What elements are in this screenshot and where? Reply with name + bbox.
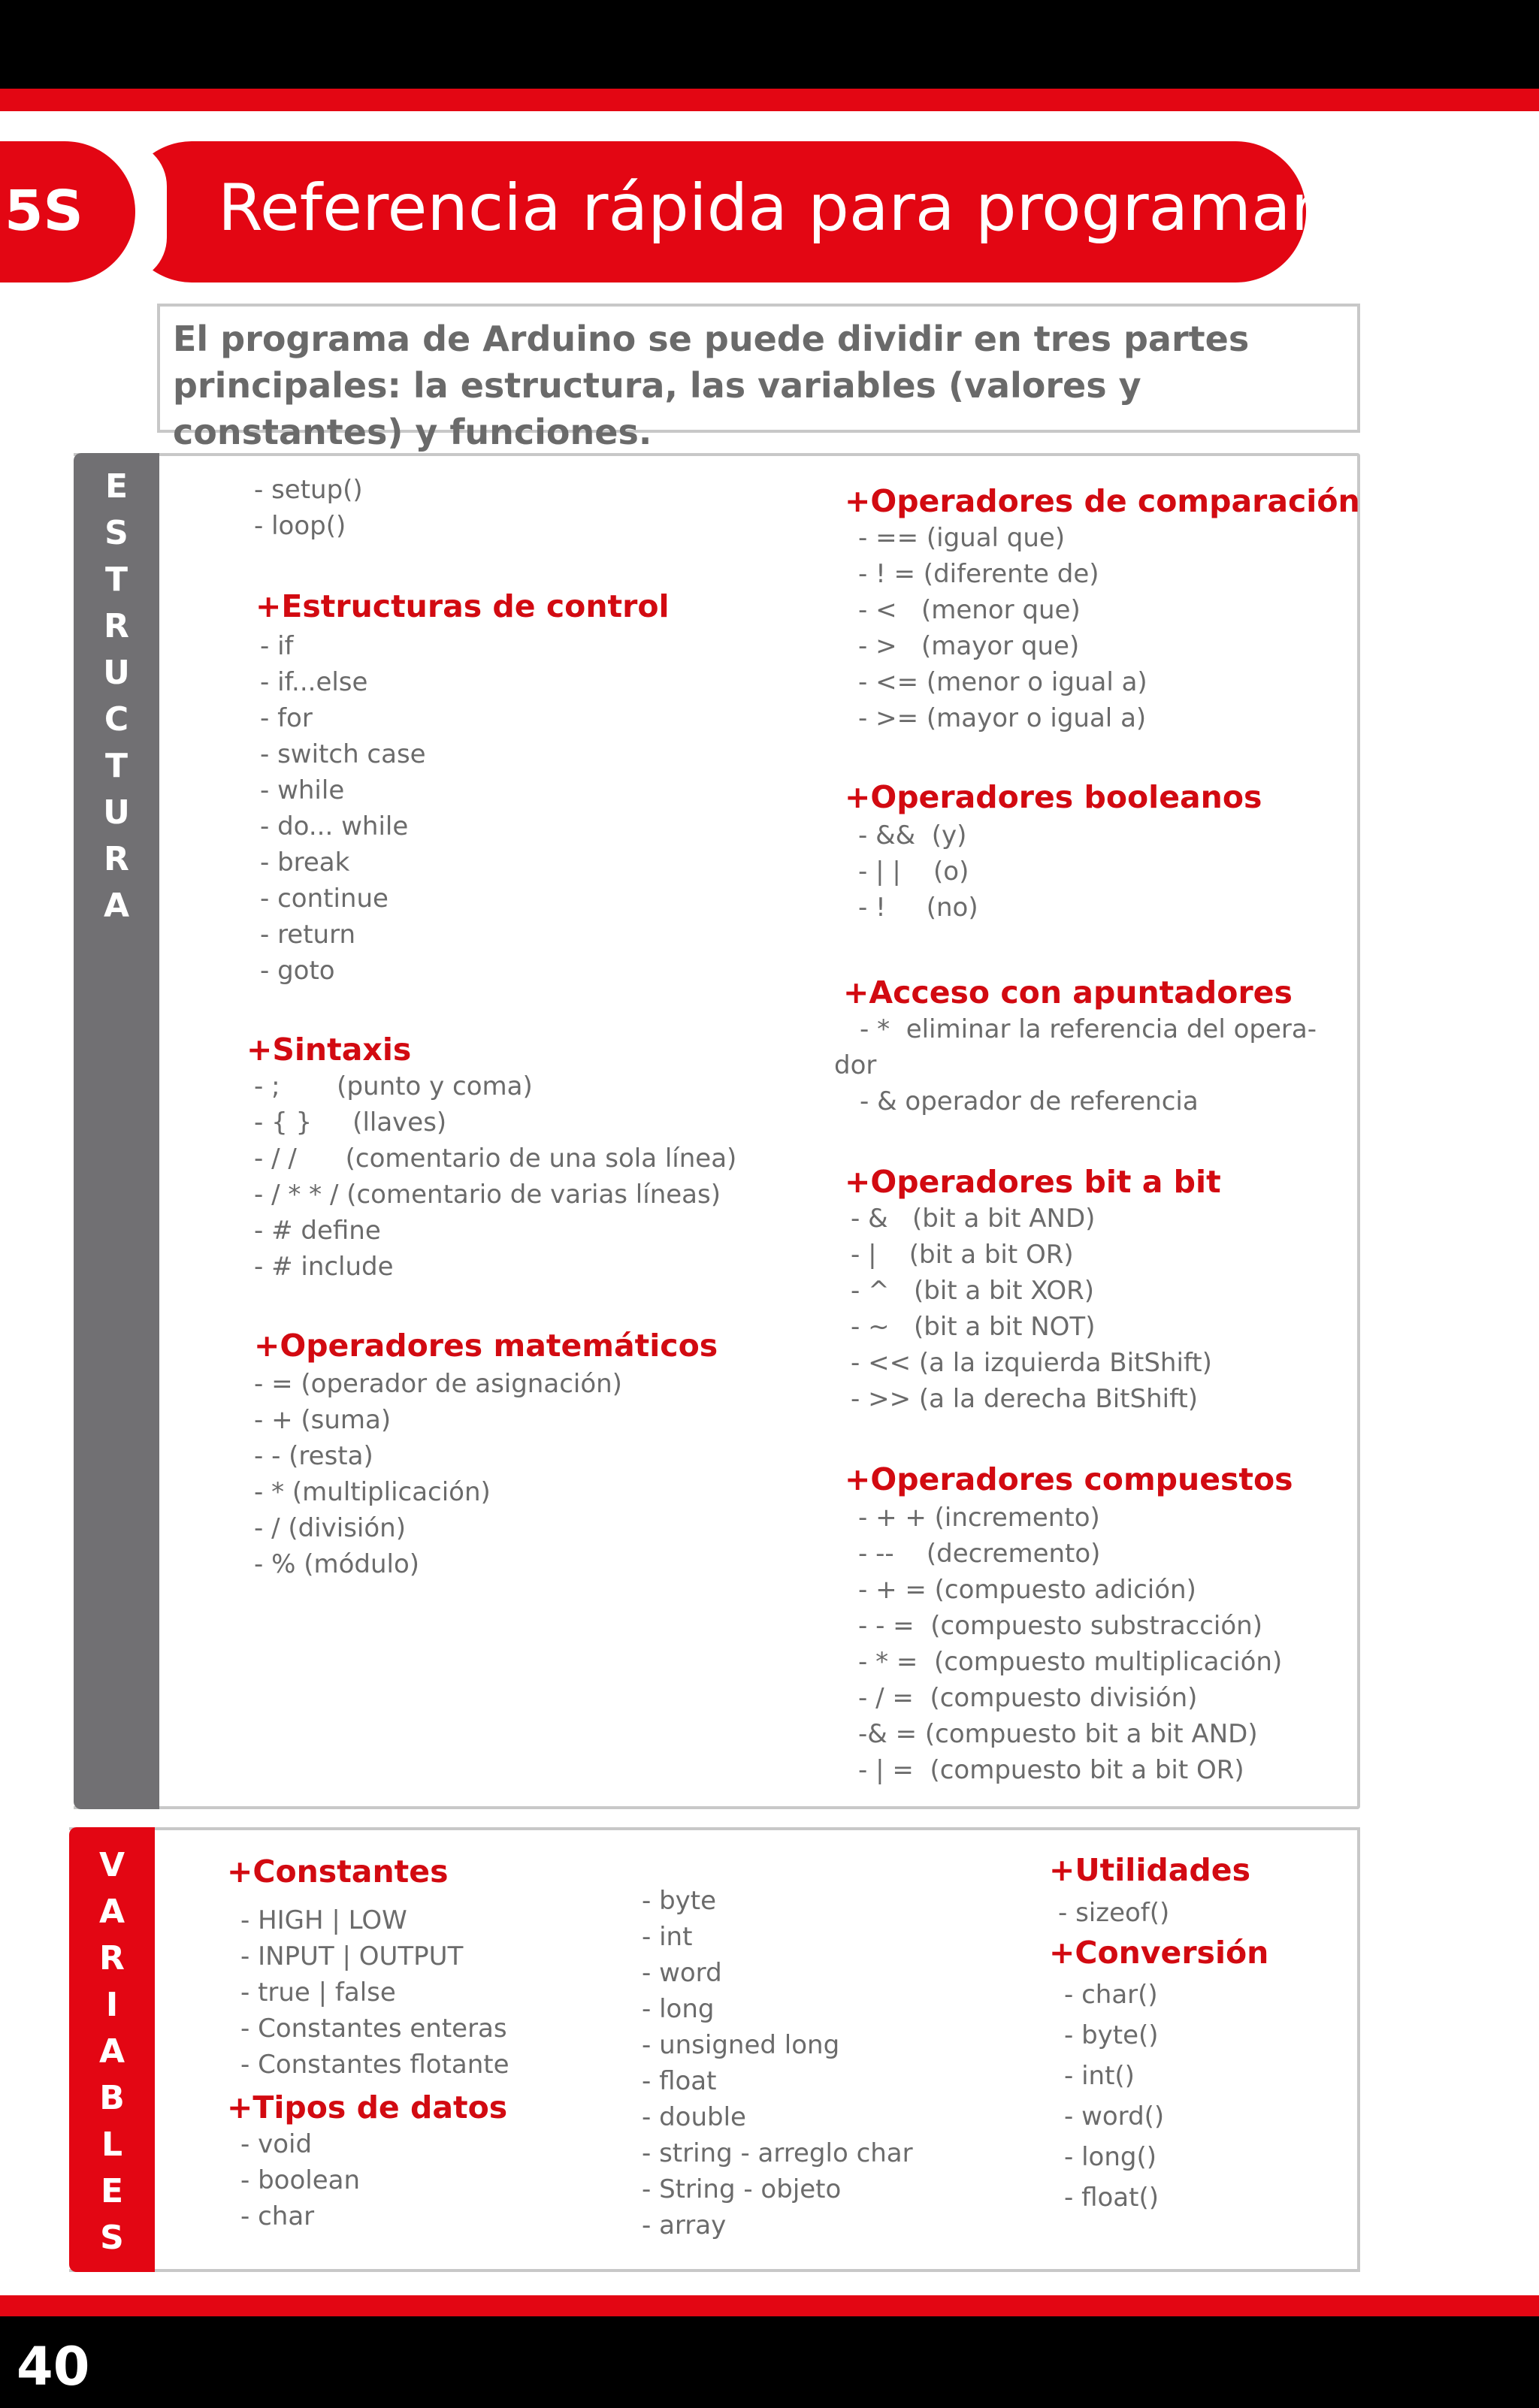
list-item: - >> (a la derecha BitShift) <box>851 1384 1199 1414</box>
tab-letter: R <box>104 607 129 645</box>
list-item: - Constantes enteras <box>240 2014 507 2044</box>
sintaxis-list <box>254 1068 736 1285</box>
tab-letter: T <box>104 747 128 785</box>
list-item: - + (suma) <box>254 1405 392 1435</box>
list-item: - while <box>260 775 345 805</box>
tab-letter: A <box>103 887 130 925</box>
tab-letter: A <box>98 1893 125 1931</box>
constantes-heading: +Constantes <box>227 1854 449 1890</box>
list-item: - & (bit a bit AND) <box>851 1204 1096 1234</box>
list-item: - byte() <box>1064 2020 1159 2050</box>
list-item: - break <box>260 847 350 878</box>
list-item: - = (operador de asignación) <box>254 1369 622 1399</box>
top-red-stripe <box>0 89 1539 111</box>
list-item: - { } (llaves) <box>254 1107 447 1138</box>
compuestos-heading: +Operadores compuestos <box>845 1461 1293 1497</box>
constantes-list <box>240 1902 509 2083</box>
list-item: - word() <box>1064 2101 1165 2132</box>
list-item: - % (módulo) <box>254 1549 420 1579</box>
tab-letter: S <box>104 514 129 552</box>
list-item: - / * * / (comentario de varias líneas) <box>254 1180 721 1210</box>
list-item: - * = (compuesto multiplicación) <box>858 1647 1283 1677</box>
utilidades-list <box>1058 1895 1169 1931</box>
list-item: - long <box>642 1994 715 2024</box>
tab-letter: S <box>100 2219 124 2257</box>
list-item: - return <box>260 920 356 950</box>
list-item: - sizeof() <box>1058 1898 1170 1928</box>
variables-tab <box>69 1827 155 2272</box>
list-item: - void <box>240 2129 313 2159</box>
list-item: - | (bit a bit OR) <box>851 1240 1074 1270</box>
list-item: - > (mayor que) <box>858 631 1080 661</box>
list-item: - double <box>642 2102 746 2132</box>
list-item: - byte <box>642 1886 717 1916</box>
list-item: - string - arreglo char <box>642 2138 913 2168</box>
matematicos-heading: +Operadores matemáticos <box>254 1328 718 1364</box>
list-item: - Constantes flotante <box>240 2050 509 2080</box>
list-item: - float() <box>1064 2183 1159 2213</box>
bitabit-heading: +Operadores bit a bit <box>845 1164 1221 1200</box>
list-item: - word <box>642 1958 722 1988</box>
list-item: - if <box>260 631 294 661</box>
list-item: - -- (decremento) <box>858 1539 1101 1569</box>
bottom-bar <box>0 2316 1539 2408</box>
list-item: - < (menor que) <box>858 595 1081 625</box>
apuntadores-heading: +Acceso con apuntadores <box>843 974 1293 1011</box>
compuestos-list <box>858 1500 1282 1788</box>
intro-text: El programa de Arduino se puede dividir en tres partes principales: la estructura, las variables (valores y constantes) y funciones. <box>173 319 1250 452</box>
list-item: - switch case <box>260 739 426 769</box>
top-bar <box>0 0 1539 89</box>
list-item: - HIGH | LOW <box>240 1905 407 1935</box>
list-item: - goto <box>260 956 335 986</box>
list-item: - int <box>642 1922 693 1952</box>
tab-letter: C <box>104 700 129 739</box>
list-item: -& = (compuesto bit a bit AND) <box>858 1719 1258 1749</box>
list-item: - float <box>642 2066 717 2096</box>
page-title: Referencia rápida para programar <box>218 171 1318 246</box>
tab-letter: E <box>104 467 129 506</box>
control-heading: +Estructuras de control <box>255 588 670 624</box>
list-item: - loop() <box>254 511 346 541</box>
list-item: - / / (comentario de una sola línea) <box>254 1144 737 1174</box>
utilidades-heading: +Utilidades <box>1049 1852 1250 1888</box>
list-item: - ! (no) <box>858 893 978 923</box>
booleanos-heading: +Operadores booleanos <box>845 779 1262 815</box>
conversion-heading: +Conversión <box>1049 1935 1269 1971</box>
page-number: 40 <box>17 2336 90 2397</box>
list-item: - << (a la izquierda BitShift) <box>851 1348 1212 1378</box>
list-item: - String - objeto <box>642 2174 842 2204</box>
tab-letter: U <box>103 793 130 832</box>
list-item: - true | false <box>240 1977 396 2008</box>
list-item: - && (y) <box>858 820 967 851</box>
tab-letter: I <box>105 1986 119 2024</box>
estructura-tab <box>74 453 159 1809</box>
variables-vertical-label <box>69 1842 155 2261</box>
list-item: - ^ (bit a bit XOR) <box>851 1276 1094 1306</box>
booleanos-list <box>858 817 978 926</box>
control-list <box>260 628 426 989</box>
tipos-heading: +Tipos de datos <box>227 2089 508 2126</box>
section-code: 5S <box>5 179 83 243</box>
list-item: - continue <box>260 884 389 914</box>
apuntadores-line1: - * eliminar la referencia del opera- <box>860 1014 1317 1044</box>
list-item: - # define <box>254 1216 381 1246</box>
tab-letter: T <box>104 560 128 599</box>
tab-letter: B <box>99 2079 125 2117</box>
comparacion-list <box>858 520 1147 736</box>
tab-letter: A <box>98 2032 125 2071</box>
apuntadores-line2: - & operador de referencia <box>860 1086 1199 1116</box>
list-item: - + = (compuesto adición) <box>858 1575 1196 1605</box>
list-item: - / = (compuesto división) <box>858 1683 1198 1713</box>
comparacion-heading: +Operadores de comparación <box>845 483 1360 519</box>
list-item: - char <box>240 2201 315 2231</box>
list-item: - setup() <box>254 475 363 505</box>
bitabit-list <box>851 1201 1212 1417</box>
tab-letter: R <box>104 840 129 878</box>
tab-letter: R <box>99 1939 125 1977</box>
list-item: - boolean <box>240 2165 361 2195</box>
list-item: - >= (mayor o igual a) <box>858 703 1147 733</box>
list-item: - long() <box>1064 2142 1157 2172</box>
list-item: - * (multiplicación) <box>254 1477 491 1507</box>
list-item: - <= (menor o igual a) <box>858 667 1147 697</box>
list-item: - ! = (diferente de) <box>858 559 1099 589</box>
list-item: - do... while <box>260 811 409 841</box>
list-item: - int() <box>1064 2061 1135 2091</box>
list-item: - ; (punto y coma) <box>254 1071 533 1101</box>
list-item: - + + (incremento) <box>858 1503 1100 1533</box>
list-item: - unsigned long <box>642 2030 840 2060</box>
list-item: - | = (compuesto bit a bit OR) <box>858 1755 1244 1785</box>
list-item: - / (división) <box>254 1513 406 1543</box>
basics-list <box>254 472 363 544</box>
list-item: - INPUT | OUTPUT <box>240 1941 464 1971</box>
list-item: - - (resta) <box>254 1441 373 1471</box>
sintaxis-heading: +Sintaxis <box>246 1032 412 1068</box>
apuntadores-line1-cont: dor <box>834 1050 877 1080</box>
list-item: - # include <box>254 1252 394 1282</box>
list-item: - - = (compuesto substracción) <box>858 1611 1262 1641</box>
tipos-list <box>240 2126 360 2234</box>
list-item: - char() <box>1064 1980 1158 2010</box>
list-item: - == (igual que) <box>858 523 1066 553</box>
tipos-list-col2 <box>642 1883 913 2243</box>
tab-letter: U <box>103 654 130 692</box>
bottom-red-stripe <box>0 2295 1539 2316</box>
list-item: - array <box>642 2210 727 2240</box>
list-item: - if...else <box>260 667 368 697</box>
tab-letter: E <box>100 2172 124 2210</box>
matematicos-list <box>254 1366 622 1582</box>
list-item: - ~ (bit a bit NOT) <box>851 1312 1096 1342</box>
tab-letter: V <box>98 1846 125 1884</box>
tab-letter: L <box>101 2126 123 2164</box>
estructura-vertical-label <box>74 464 159 929</box>
list-item: - for <box>260 703 313 733</box>
conversion-list <box>1064 1974 1164 2218</box>
list-item: - | | (o) <box>858 857 969 887</box>
